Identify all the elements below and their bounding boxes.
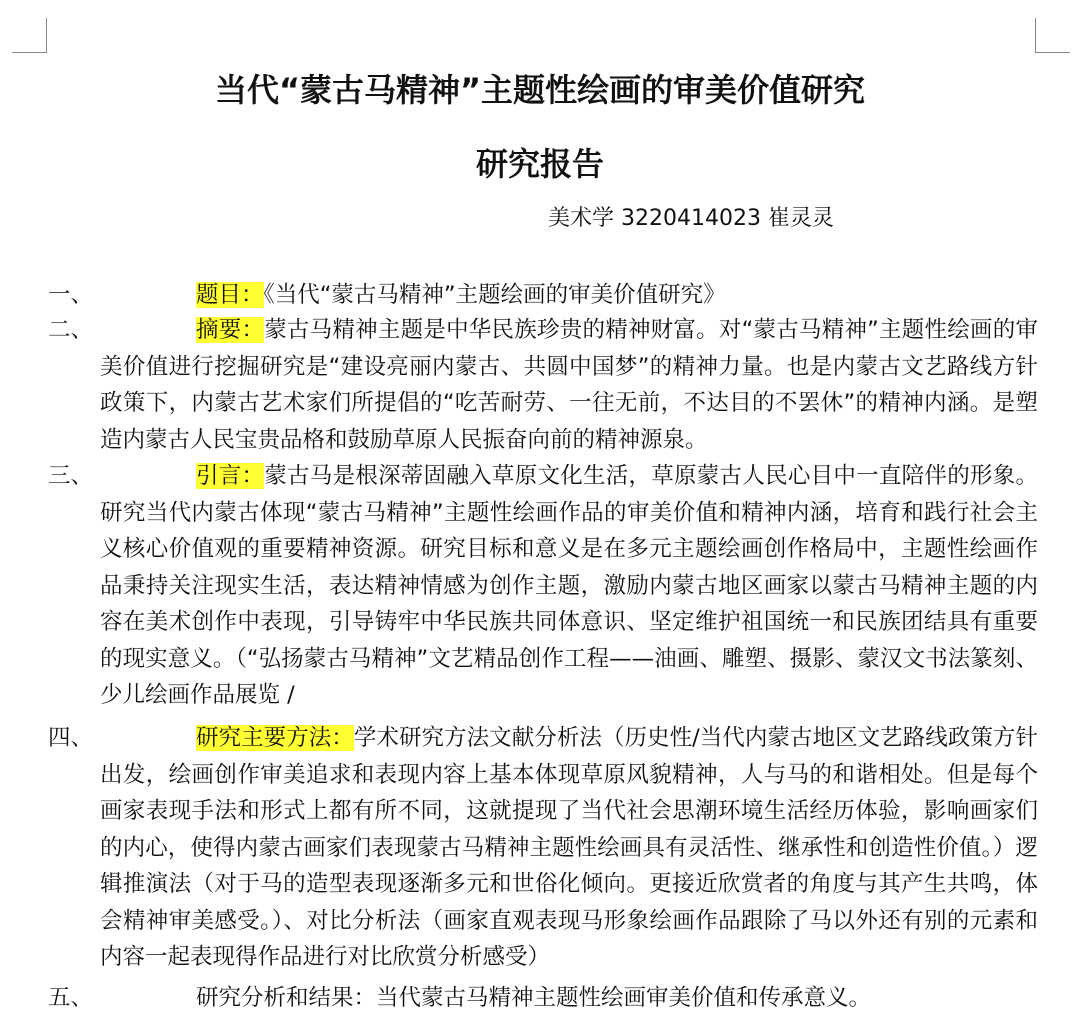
document-title: 当代“蒙古马精神”主题性绘画的审美价值研究 [214, 71, 866, 109]
author-line: 美术学 3220414023 崔灵灵 [548, 206, 834, 231]
crop-mark-top-left [12, 18, 47, 53]
highlighted-label: 题目： [196, 282, 264, 308]
section-paragraph [100, 980, 1038, 1017]
section-paragraph [100, 720, 1038, 976]
section-text: 研究分析和结果：当代蒙古马精神主题性绘画审美价值和传承意义。 [196, 985, 872, 1011]
section-number: 五、 [48, 985, 94, 1011]
section-text: 蒙古马是根深蒂固融入草原文化生活，草原蒙古人民心目中一直陪伴的形象。研究当代内蒙古体现“蒙古马精神”主题性绘画作品的审美价值和精神内涵，培育和践行社会主义核心价值观的重要精神资源。研究目标和意义是在多元主题绘画创作格局中，主题性绘画作品秉持关注现实生活，表达精神情感为创作主题，激励内蒙古地区画家以蒙古马精神主题的内容在美术创作中表现，引导铸牢中华民族共同体意识、坚定维护祖国统一和民族团结具有重要的现实意义。（“弘扬蒙古马精神”文艺精品创作工程——油画、雕塑、摄影、蒙汉文书法篆刻、少儿绘画作品展览 / [100, 463, 1038, 708]
highlighted-label: 研究主要方法： [196, 725, 354, 751]
section-introduction [48, 458, 1038, 714]
section-number: 三、 [48, 463, 94, 489]
section-text: 学术研究方法文献分析法（历史性/当代内蒙古地区文艺路线政策方针出发，绘画创作审美追求和表现内容上基本体现草原风貌精神，人与马的和谐相处。但是每个画家表现手法和形式上都有所不同，这就提现了当代社会思潮环境生活经历体验，影响画家们的内心，使得内蒙古画家们表现蒙古马精神主题性绘画具有灵活性、继承性和创造性价值。）逻辑推演法（对于马的造型表现逐渐多元和世俗化倾向。更接近欣赏者的角度与其产生共鸣，体会精神审美感受。）、对比分析法（画家直观表现马形象绘画作品跟除了马以外还有别的元素和内容一起表现得作品进行对比欣赏分析感受） [100, 725, 1038, 970]
section-text: 《当代“蒙古马精神”主题绘画的审美价值研究》 [263, 282, 726, 308]
highlighted-label: 摘要： [196, 317, 265, 343]
section-abstract [48, 312, 1038, 458]
section-results [48, 980, 1038, 1017]
section-topic [48, 277, 1038, 314]
highlighted-label: 引言： [196, 463, 265, 489]
section-number: 一、 [48, 282, 94, 308]
document-subtitle: 研究报告 [475, 145, 604, 183]
crop-mark-top-right [1035, 18, 1070, 53]
section-paragraph [100, 312, 1038, 458]
section-paragraph [100, 277, 1038, 314]
section-text: 蒙古马精神主题是中华民族珍贵的精神财富。对“蒙古马精神”主题性绘画的审美价值进行挖掘研究是“建设亮丽内蒙古、共圆中国梦”的精神力量。也是内蒙古文艺路线方针政策下，内蒙古艺术家们所提倡的“吃苦耐劳、一往无前，不达目的不罢休”的精神内涵。是塑造内蒙古人民宝贵品格和鼓励草原人民振奋向前的精神源泉。 [100, 317, 1038, 453]
section-paragraph [100, 458, 1038, 714]
section-methods [48, 720, 1038, 976]
section-number: 二、 [48, 317, 94, 343]
section-number: 四、 [48, 725, 94, 751]
